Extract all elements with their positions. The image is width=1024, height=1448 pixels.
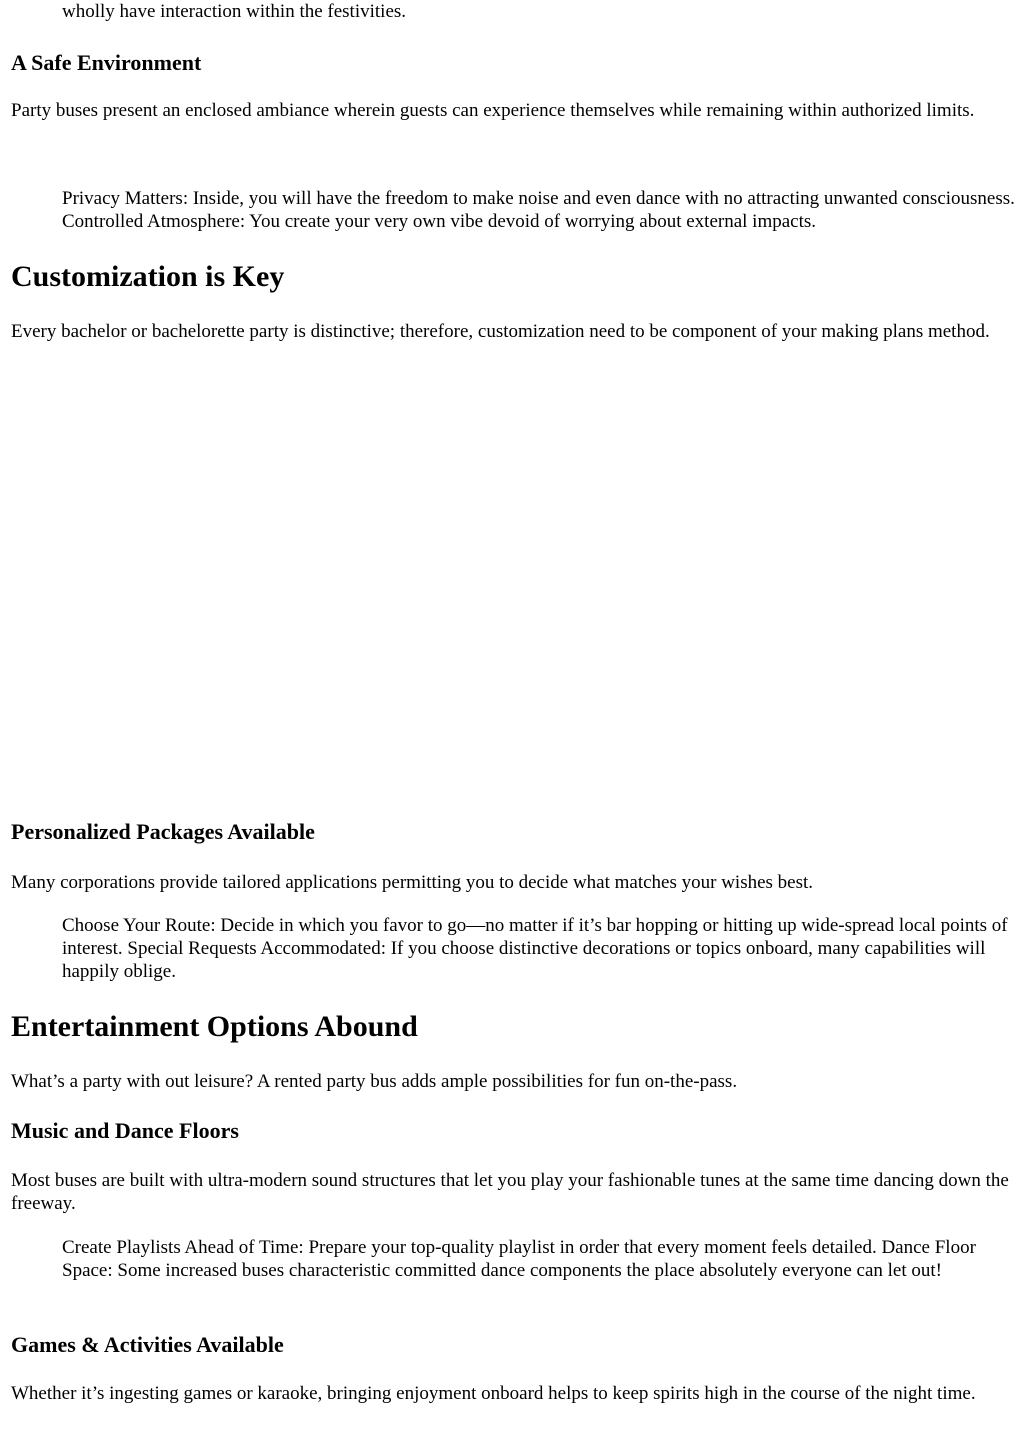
blockquote-music: Create Playlists Ahead of Time: Prepare your top-quality playlist in order that every moment feels detailed. Dance Floor Space: Some increased buses characteristic committed dance components the place absolutely everyone can let out! <box>62 1237 976 1281</box>
paragraph-packages: Many corporations provide tailored applications permitting you to decide what matches your wishes best. <box>11 872 814 893</box>
continuation-text: wholly have interaction within the festivities. <box>62 1 407 22</box>
heading-music: Music and Dance Floors <box>11 1118 239 1143</box>
paragraph-entertainment: What’s a party with out leisure? A rented party bus adds ample possibilities for fun on-the-pass. <box>11 1071 738 1092</box>
paragraph-customization: Every bachelor or bachelorette party is distinctive; therefore, customization need to be component of your making plans method. <box>11 321 990 342</box>
paragraph-games: Whether it’s ingesting games or karaoke, bringing enjoyment onboard helps to keep spirits high in the course of the night time. <box>11 1383 976 1404</box>
blockquote-packages: Choose Your Route: Decide in which you favor to go—no matter if it’s bar hopping or hitting up wide-spread local points of interest. Special Requests Accommodated: If you choose distinctive decorations or topics onboard, many capabilities will happily oblige. <box>62 915 1008 982</box>
blank-embed-area <box>11 372 1011 802</box>
heading-customization: Customization is Key <box>11 260 285 293</box>
blockquote-safe-environment: Privacy Matters: Inside, you will have the freedom to make noise and even dance with no attracting unwanted consciousness. Controlled Atmosphere: You create your very own vibe devoid of worrying about external impacts. <box>62 188 1015 232</box>
heading-packages: Personalized Packages Available <box>11 819 315 844</box>
heading-games: Games & Activities Available <box>11 1332 284 1357</box>
paragraph-music: Most buses are built with ultra-modern sound structures that let you play your fashionable tunes at the same time dancing down the freeway. <box>11 1170 1009 1214</box>
heading-safe-environment: A Safe Environment <box>11 50 202 75</box>
paragraph-safe-environment: Party buses present an enclosed ambiance wherein guests can experience themselves while remaining within authorized limits. <box>11 100 975 121</box>
heading-entertainment: Entertainment Options Abound <box>11 1010 418 1043</box>
